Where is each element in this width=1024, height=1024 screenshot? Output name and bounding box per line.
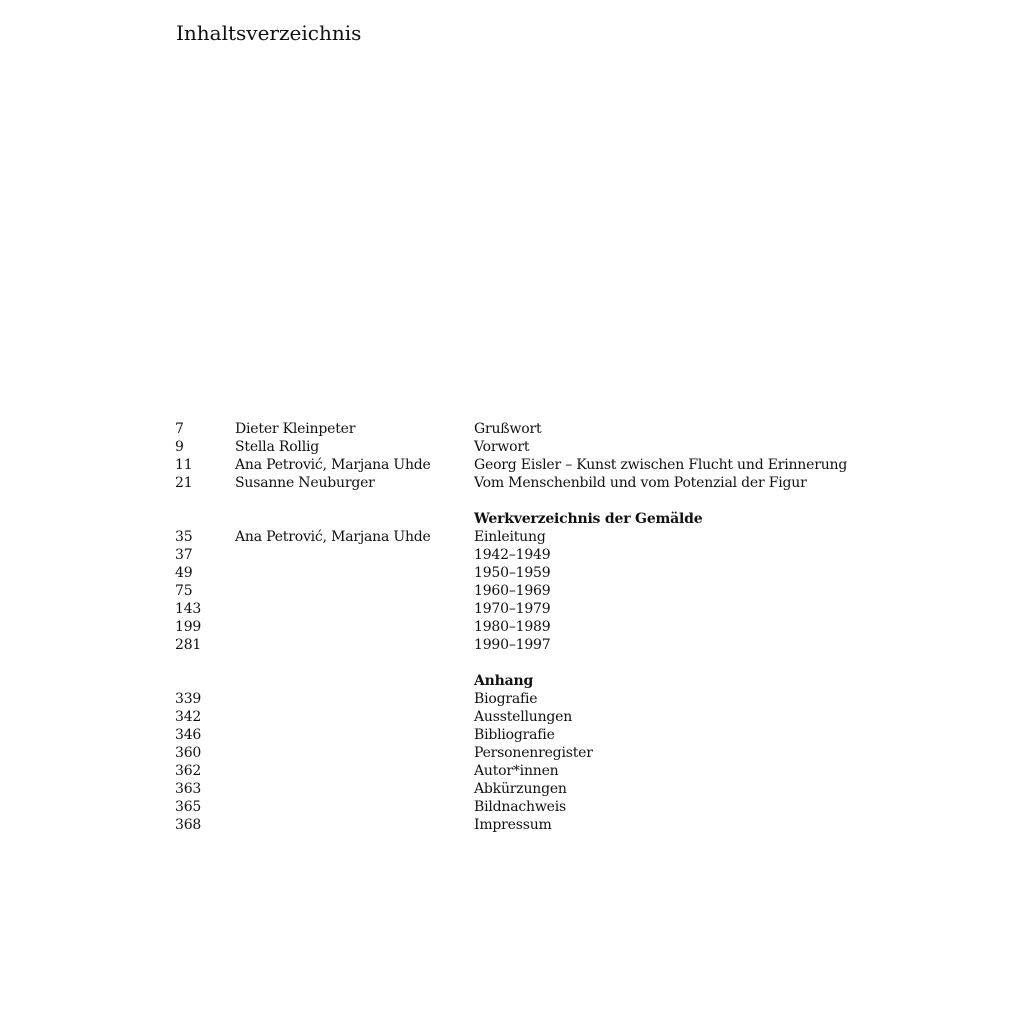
section-heading-row xyxy=(175,672,895,690)
toc-title: Vom Menschenbild und vom Potenzial der Figur xyxy=(474,475,807,491)
toc-entry[interactable] xyxy=(175,636,895,654)
toc-page-number: 339 xyxy=(175,691,202,707)
toc-title: 1942–1949 xyxy=(474,547,551,563)
section-heading-row xyxy=(175,510,895,528)
toc-entry[interactable] xyxy=(175,420,895,438)
toc-entry[interactable] xyxy=(175,744,895,762)
toc-title: 1970–1979 xyxy=(474,601,551,617)
toc-title: Abkürzungen xyxy=(474,781,567,797)
toc-title: Ausstellungen xyxy=(474,709,573,725)
toc-entry[interactable] xyxy=(175,600,895,618)
toc-entry[interactable] xyxy=(175,708,895,726)
toc-page-number: 360 xyxy=(175,745,202,761)
table-of-contents xyxy=(175,420,895,834)
toc-page-number: 7 xyxy=(175,421,184,437)
toc-entry[interactable] xyxy=(175,528,895,546)
toc-page-number: 368 xyxy=(175,817,202,833)
toc-page-number: 9 xyxy=(175,439,184,455)
toc-title: Vorwort xyxy=(474,439,530,455)
toc-entry[interactable] xyxy=(175,762,895,780)
toc-title: 1990–1997 xyxy=(474,637,551,653)
toc-title: Autor*innen xyxy=(474,763,559,779)
toc-title: Georg Eisler – Kunst zwischen Flucht und Erinnerung xyxy=(474,457,848,473)
toc-page-number: 342 xyxy=(175,709,202,725)
section-spacer xyxy=(175,654,895,672)
toc-entry[interactable] xyxy=(175,690,895,708)
toc-page-number: 199 xyxy=(175,619,202,635)
toc-page-number: 11 xyxy=(175,457,193,473)
toc-entry[interactable] xyxy=(175,582,895,600)
toc-entry[interactable] xyxy=(175,438,895,456)
toc-author: Dieter Kleinpeter xyxy=(235,421,356,437)
toc-title: Biografie xyxy=(474,691,538,707)
section-heading-anhang: Anhang xyxy=(474,673,534,689)
toc-entry[interactable] xyxy=(175,726,895,744)
toc-page-number: 362 xyxy=(175,763,202,779)
toc-page-number: 21 xyxy=(175,475,193,491)
toc-page-number: 346 xyxy=(175,727,202,743)
toc-author: Susanne Neuburger xyxy=(235,475,375,491)
toc-title: Grußwort xyxy=(474,421,542,437)
toc-author: Stella Rollig xyxy=(235,439,320,455)
toc-title: 1960–1969 xyxy=(474,583,551,599)
toc-title: Einleitung xyxy=(474,529,546,545)
toc-page-number: 281 xyxy=(175,637,202,653)
toc-page-number: 365 xyxy=(175,799,202,815)
toc-entry[interactable] xyxy=(175,564,895,582)
toc-title: Bildnachweis xyxy=(474,799,566,815)
toc-author: Ana Petrović, Marjana Uhde xyxy=(235,529,431,545)
toc-page-number: 143 xyxy=(175,601,202,617)
toc-entry[interactable] xyxy=(175,780,895,798)
toc-entry[interactable] xyxy=(175,546,895,564)
toc-entry[interactable] xyxy=(175,816,895,834)
toc-page-number: 75 xyxy=(175,583,193,599)
toc-title: 1950–1959 xyxy=(474,565,551,581)
toc-entry[interactable] xyxy=(175,618,895,636)
toc-page-number: 49 xyxy=(175,565,193,581)
section-spacer xyxy=(175,492,895,510)
toc-title: Impressum xyxy=(474,817,552,833)
toc-page-number: 37 xyxy=(175,547,193,563)
toc-title: Personenregister xyxy=(474,745,593,761)
toc-author: Ana Petrović, Marjana Uhde xyxy=(235,457,431,473)
toc-title: Bibliografie xyxy=(474,727,555,743)
page-title: Inhaltsverzeichnis xyxy=(176,21,362,45)
toc-page-number: 35 xyxy=(175,529,193,545)
section-heading-werkverzeichnis: Werkverzeichnis der Gemälde xyxy=(474,511,703,527)
toc-entry[interactable] xyxy=(175,456,895,474)
toc-entry[interactable] xyxy=(175,798,895,816)
toc-entry[interactable] xyxy=(175,474,895,492)
toc-title: 1980–1989 xyxy=(474,619,551,635)
toc-page-number: 363 xyxy=(175,781,202,797)
